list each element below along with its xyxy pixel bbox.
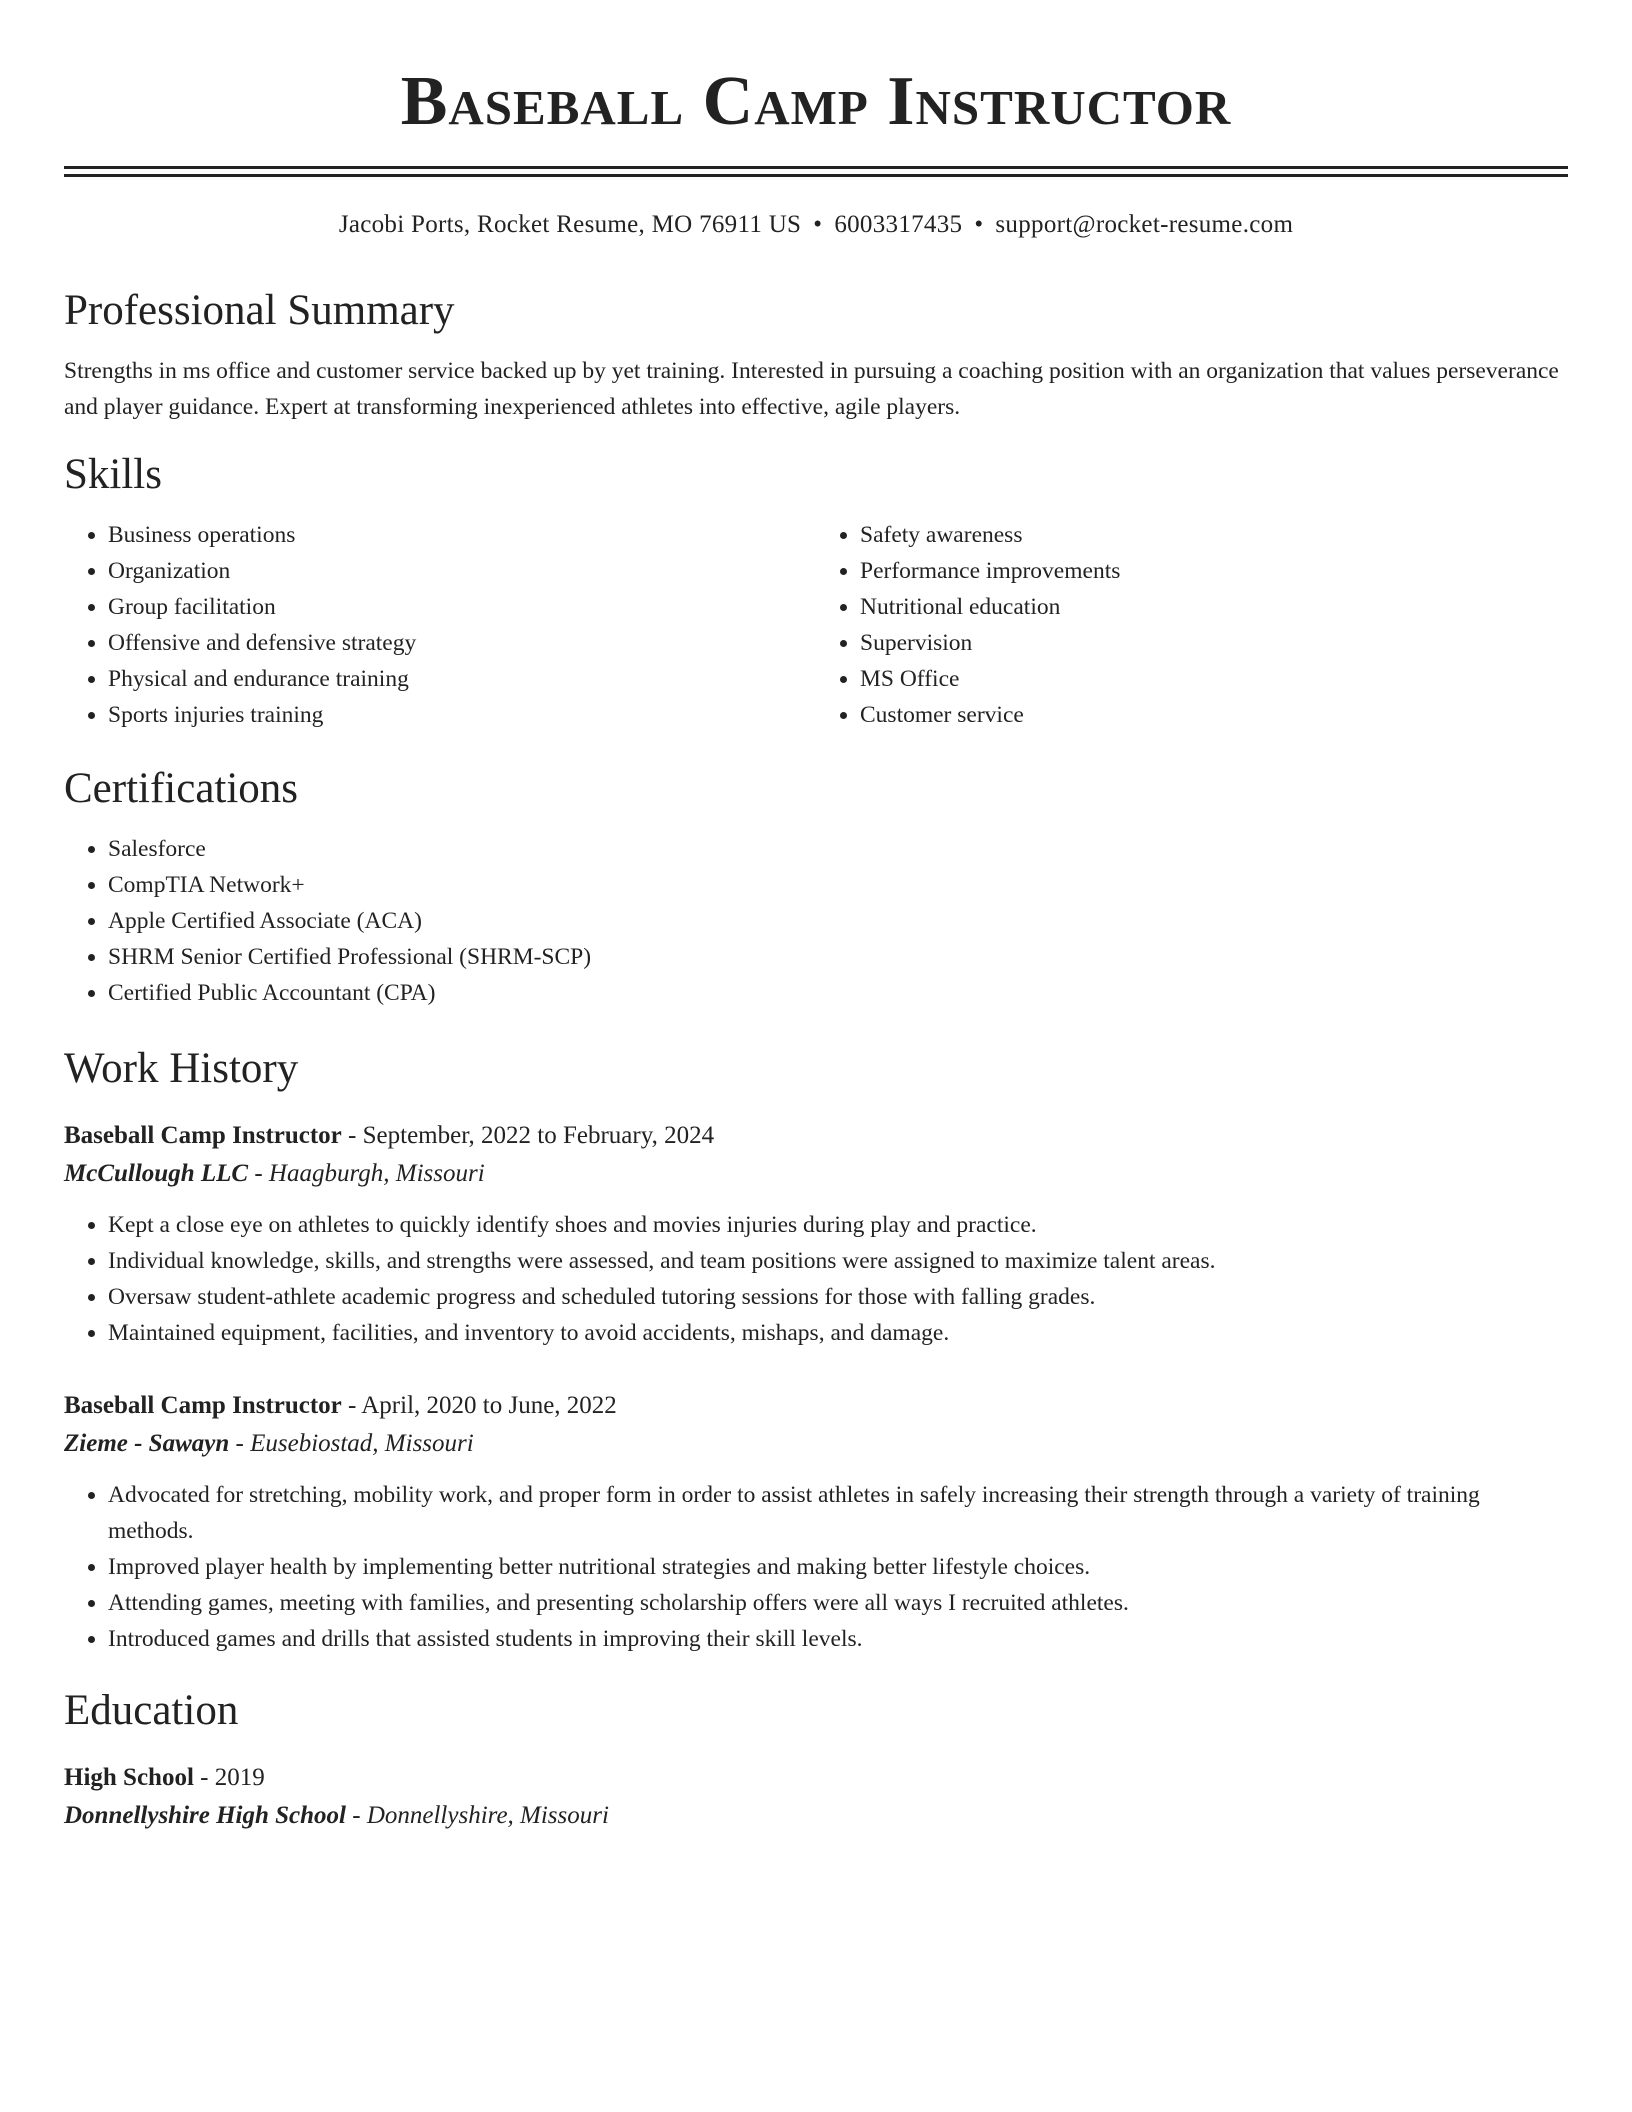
employer-line — [64, 1425, 1568, 1463]
employer-dash: - — [248, 1160, 269, 1187]
employer-name: McCullough LLC — [64, 1160, 249, 1187]
degree-line — [64, 1759, 1568, 1797]
school-dash: - — [346, 1802, 367, 1829]
skill-item: • Nutritional education — [860, 589, 1568, 625]
certifications-list — [64, 831, 1568, 1011]
job-bullets — [64, 1207, 1568, 1351]
job-bullet: • Attending games, meeting with families, and presenting scholarship offers were all ways I recruited athletes. — [108, 1585, 1568, 1621]
header-double-rule — [64, 166, 1568, 177]
skill-item: • Organization — [108, 553, 816, 589]
job-bullet: • Oversaw student-athlete academic progress and scheduled tutoring sessions for those with falling grades. — [108, 1279, 1568, 1315]
job-title-line — [64, 1117, 1568, 1155]
certification-item: • SHRM Senior Certified Professional (SHRM-SCP) — [108, 939, 1568, 975]
contact-separator: • — [974, 211, 984, 238]
summary-heading: Professional Summary — [64, 287, 455, 334]
skill-item: • Group facilitation — [108, 589, 816, 625]
summary-text: Strengths in ms office and customer service backed up by yet training. Interested in pursuing a coaching position with an organization that values perseverance and player guidance. Expert at transforming inexperienced athletes into effective, agile players. — [64, 358, 1559, 420]
job-role: Baseball Camp Instructor — [64, 1392, 342, 1419]
job-dates: April, 2020 to June, 2022 — [361, 1392, 617, 1419]
skill-item: • Sports injuries training — [108, 697, 816, 733]
skill-item: • MS Office — [860, 661, 1568, 697]
degree: High School — [64, 1764, 194, 1791]
job-bullet: • Maintained equipment, facilities, and inventory to avoid accidents, mishaps, and damage. — [108, 1315, 1568, 1351]
work-history-heading: Work History — [64, 1045, 299, 1092]
employer-location: Haagburgh, Missouri — [268, 1160, 485, 1187]
candidate-title: Baseball Camp Instructor — [400, 63, 1232, 140]
skill-item: • Offensive and defensive strategy — [108, 625, 816, 661]
job-bullet: • Advocated for stretching, mobility work, and proper form in order to assist athletes in safely increasing their strength through a variety of training methods. — [108, 1477, 1568, 1549]
contact-address: Jacobi Ports, Rocket Resume, MO 76911 US — [338, 211, 802, 238]
job-entry — [64, 1117, 1568, 1351]
skill-item: • Performance improvements — [860, 553, 1568, 589]
job-role: Baseball Camp Instructor — [64, 1122, 342, 1149]
skills-grid — [64, 517, 1568, 733]
contact-line — [64, 209, 1568, 241]
degree-dash: - — [193, 1764, 215, 1791]
contact-phone: 6003317435 — [834, 211, 963, 238]
job-bullets — [64, 1477, 1568, 1657]
skills-heading: Skills — [64, 451, 162, 498]
skill-item: • Safety awareness — [860, 517, 1568, 553]
certification-item: • Salesforce — [108, 831, 1568, 867]
job-dash: - — [341, 1392, 362, 1419]
employer-name: Zieme - Sawayn — [64, 1430, 230, 1457]
graduation-year: 2019 — [214, 1764, 265, 1791]
employer-line — [64, 1155, 1568, 1193]
skill-item: • Physical and endurance training — [108, 661, 816, 697]
education-entry — [64, 1759, 1568, 1835]
job-bullet: • Introduced games and drills that assisted students in improving their skill levels. — [108, 1621, 1568, 1657]
education-heading: Education — [64, 1687, 239, 1734]
school-line — [64, 1797, 1568, 1835]
job-title-line — [64, 1387, 1568, 1425]
contact-email: support@rocket-resume.com — [995, 211, 1294, 238]
job-bullet: • Kept a close eye on athletes to quickly identify shoes and movies injuries during play and practice. — [108, 1207, 1568, 1243]
skill-item: • Business operations — [108, 517, 816, 553]
school-name: Donnellyshire High School — [64, 1802, 346, 1829]
job-dash: - — [341, 1122, 363, 1149]
job-bullet: • Improved player health by implementing better nutritional strategies and making better lifestyle choices. — [108, 1549, 1568, 1585]
skills-list-right — [816, 517, 1568, 733]
school-location: Donnellyshire, Missouri — [366, 1802, 609, 1829]
certification-item: • Apple Certified Associate (ACA) — [108, 903, 1568, 939]
job-entry — [64, 1387, 1568, 1657]
employer-dash: - — [229, 1430, 251, 1457]
certifications-heading: Certifications — [64, 765, 299, 812]
skill-item: • Customer service — [860, 697, 1568, 733]
skill-item: • Supervision — [860, 625, 1568, 661]
certification-item: • CompTIA Network+ — [108, 867, 1568, 903]
job-dates: September, 2022 to February, 2024 — [362, 1122, 715, 1149]
contact-separator: • — [813, 211, 823, 238]
job-bullet: • Individual knowledge, skills, and strengths were assessed, and team positions were assigned to maximize talent areas. — [108, 1243, 1568, 1279]
certification-item: • Certified Public Accountant (CPA) — [108, 975, 1568, 1011]
skills-list-left — [64, 517, 816, 733]
employer-location: Eusebiostad, Missouri — [250, 1430, 474, 1457]
